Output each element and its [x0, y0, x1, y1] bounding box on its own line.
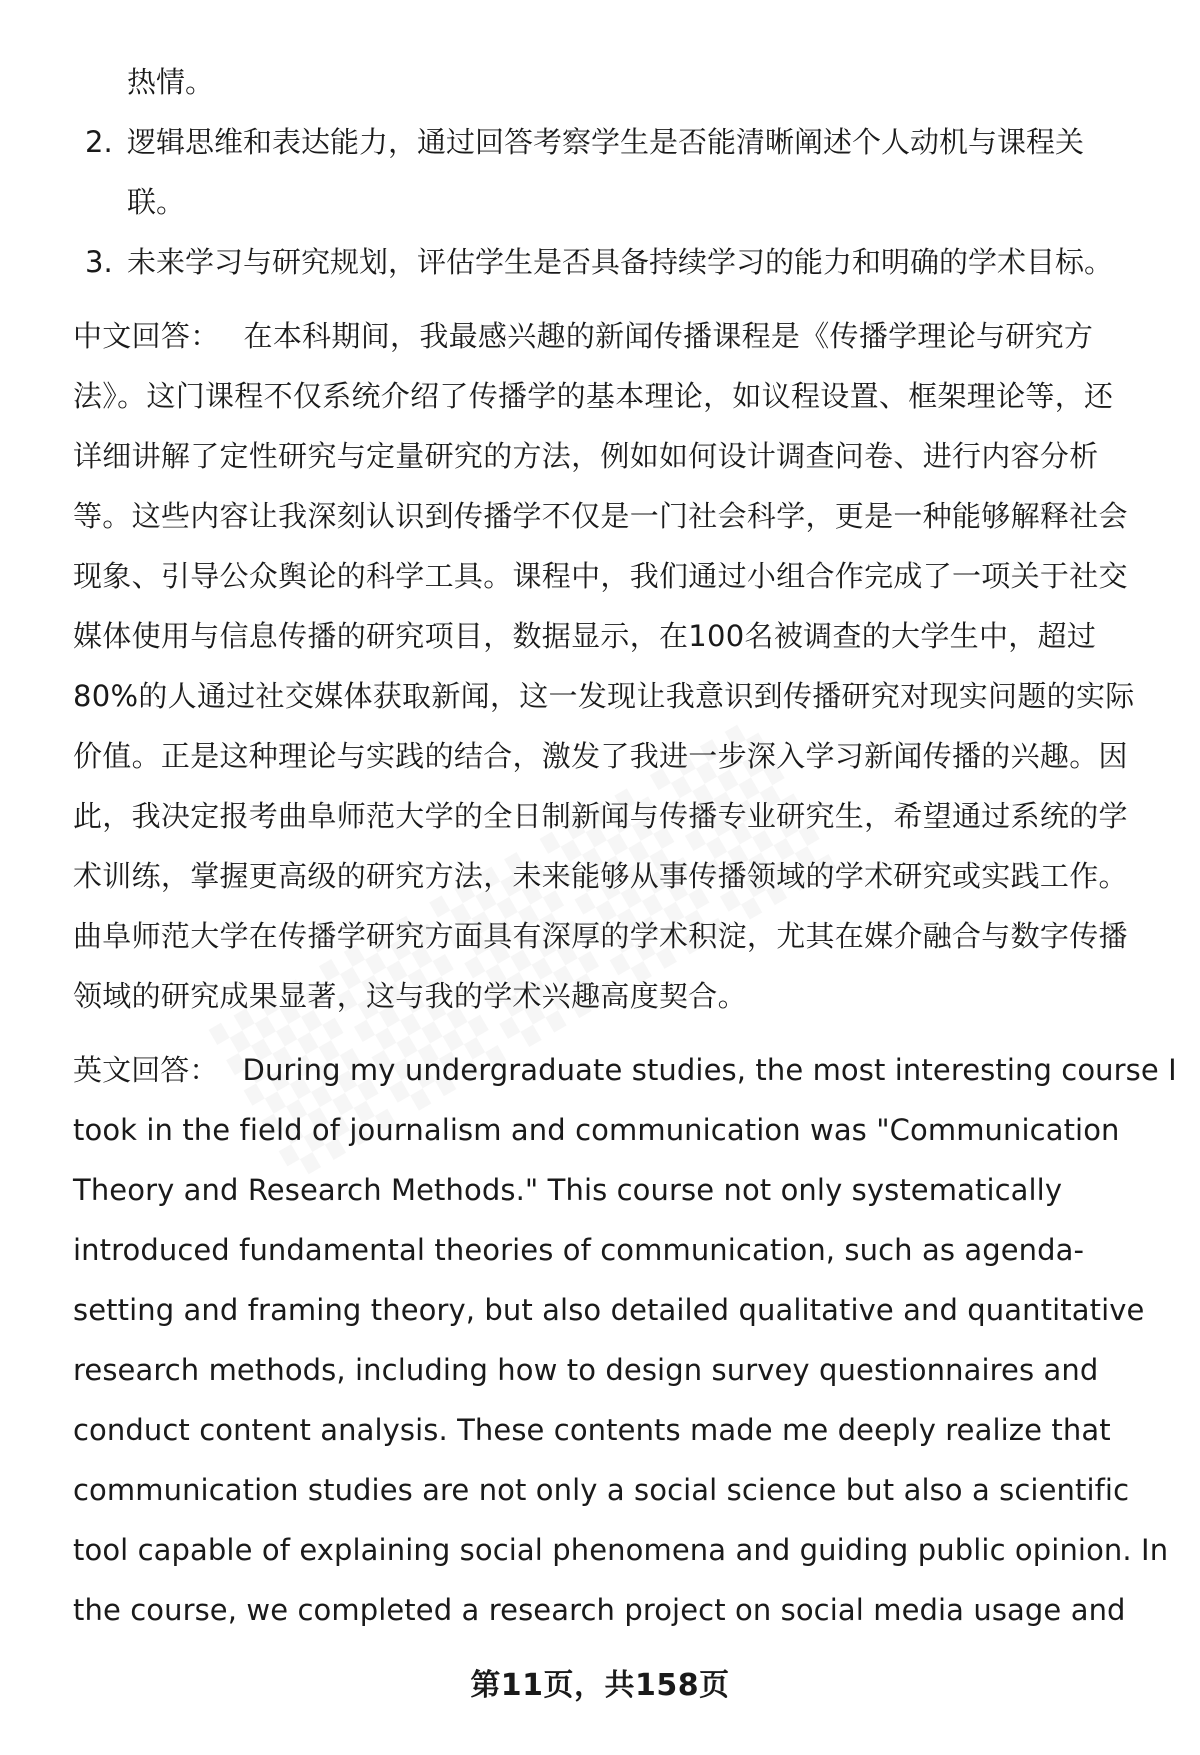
list-item-2	[73, 112, 1153, 232]
paragraph-line: 媒体使用与信息传播的研究项目，数据显示，在100名被调查的大学生中，超过	[73, 619, 1097, 653]
paragraph-line: 术训练，掌握更高级的研究方法，未来能够从事传播领域的学术研究或实践工作。	[73, 859, 1128, 893]
paragraph-line: 详细讲解了定性研究与定量研究的方法，例如如何设计调查问卷、进行内容分析	[73, 439, 1099, 473]
page-number: 第11页，共158页	[470, 1668, 730, 1703]
paragraph-line: took in the field of journalism and communication was "Communication	[73, 1113, 1120, 1147]
paragraph-text: During my undergraduate studies, the most interesting course I	[242, 1053, 1177, 1087]
list-item-1-tail: 热情。	[127, 65, 215, 99]
paragraph-line	[73, 1040, 1177, 1100]
chinese-answer-label: 中文回答：	[73, 319, 220, 353]
paragraph-text: 在本科期间，我最感兴趣的新闻传播课程是《传播学理论与研究方	[243, 319, 1094, 353]
paragraph-line: 曲阜师范大学在传播学研究方面具有深厚的学术积淀，尤其在媒介融合与数字传播	[73, 919, 1128, 953]
paragraph-line: communication studies are not only a social science but also a scientific	[73, 1473, 1130, 1507]
english-answer-label: 英文回答：	[73, 1053, 219, 1087]
paragraph-line: 等。这些内容让我深刻认识到传播学不仅是一门社会科学，更是一种能够解释社会	[73, 499, 1128, 533]
english-answer	[73, 1040, 1177, 1640]
paragraph-line: the course, we completed a research project on social media usage and	[73, 1593, 1126, 1627]
paragraph-line: research methods, including how to design survey questionnaires and	[73, 1353, 1099, 1387]
list-item-3	[73, 232, 1153, 292]
paragraph-line: conduct content analysis. These contents made me deeply realize that	[73, 1413, 1111, 1447]
list-number: 3.	[85, 245, 113, 279]
page-content	[73, 52, 1177, 1640]
paragraph-line: 此，我决定报考曲阜师范大学的全日制新闻与传播专业研究生，希望通过系统的学	[73, 799, 1128, 833]
list-item-text: 逻辑思维和表达能力，通过回答考察学生是否能清晰阐述个人动机与课程关	[127, 125, 1085, 159]
paragraph-line: setting and framing theory, but also detailed qualitative and quantitative	[73, 1293, 1145, 1327]
paragraph-line: 80%的人通过社交媒体获取新闻，这一发现让我意识到传播研究对现实问题的实际	[73, 679, 1135, 713]
paragraph-line: tool capable of explaining social phenomena and guiding public opinion. In	[73, 1533, 1169, 1567]
paragraph-line: Theory and Research Methods." This course not only systematically	[73, 1173, 1063, 1207]
list-item-text: 联。	[127, 185, 186, 219]
list-number: 2.	[85, 125, 113, 159]
paragraph-line: introduced fundamental theories of communication, such as agenda-	[73, 1233, 1085, 1267]
chinese-answer	[73, 306, 1153, 1026]
paragraph-line: 现象、引导公众舆论的科学工具。课程中，我们通过小组合作完成了一项关于社交	[73, 559, 1128, 593]
paragraph-line: 领域的研究成果显著，这与我的学术兴趣高度契合。	[73, 979, 747, 1013]
list-item-text: 未来学习与研究规划，评估学生是否具备持续学习的能力和明确的学术目标。	[127, 245, 1114, 279]
paragraph-line: 法》。这门课程不仅系统介绍了传播学的基本理论，如议程设置、框架理论等，还	[73, 379, 1114, 413]
paragraph-line	[73, 306, 1153, 366]
paragraph-line: 价值。正是这种理论与实践的结合，激发了我进一步深入学习新闻传播的兴趣。因	[73, 739, 1128, 773]
